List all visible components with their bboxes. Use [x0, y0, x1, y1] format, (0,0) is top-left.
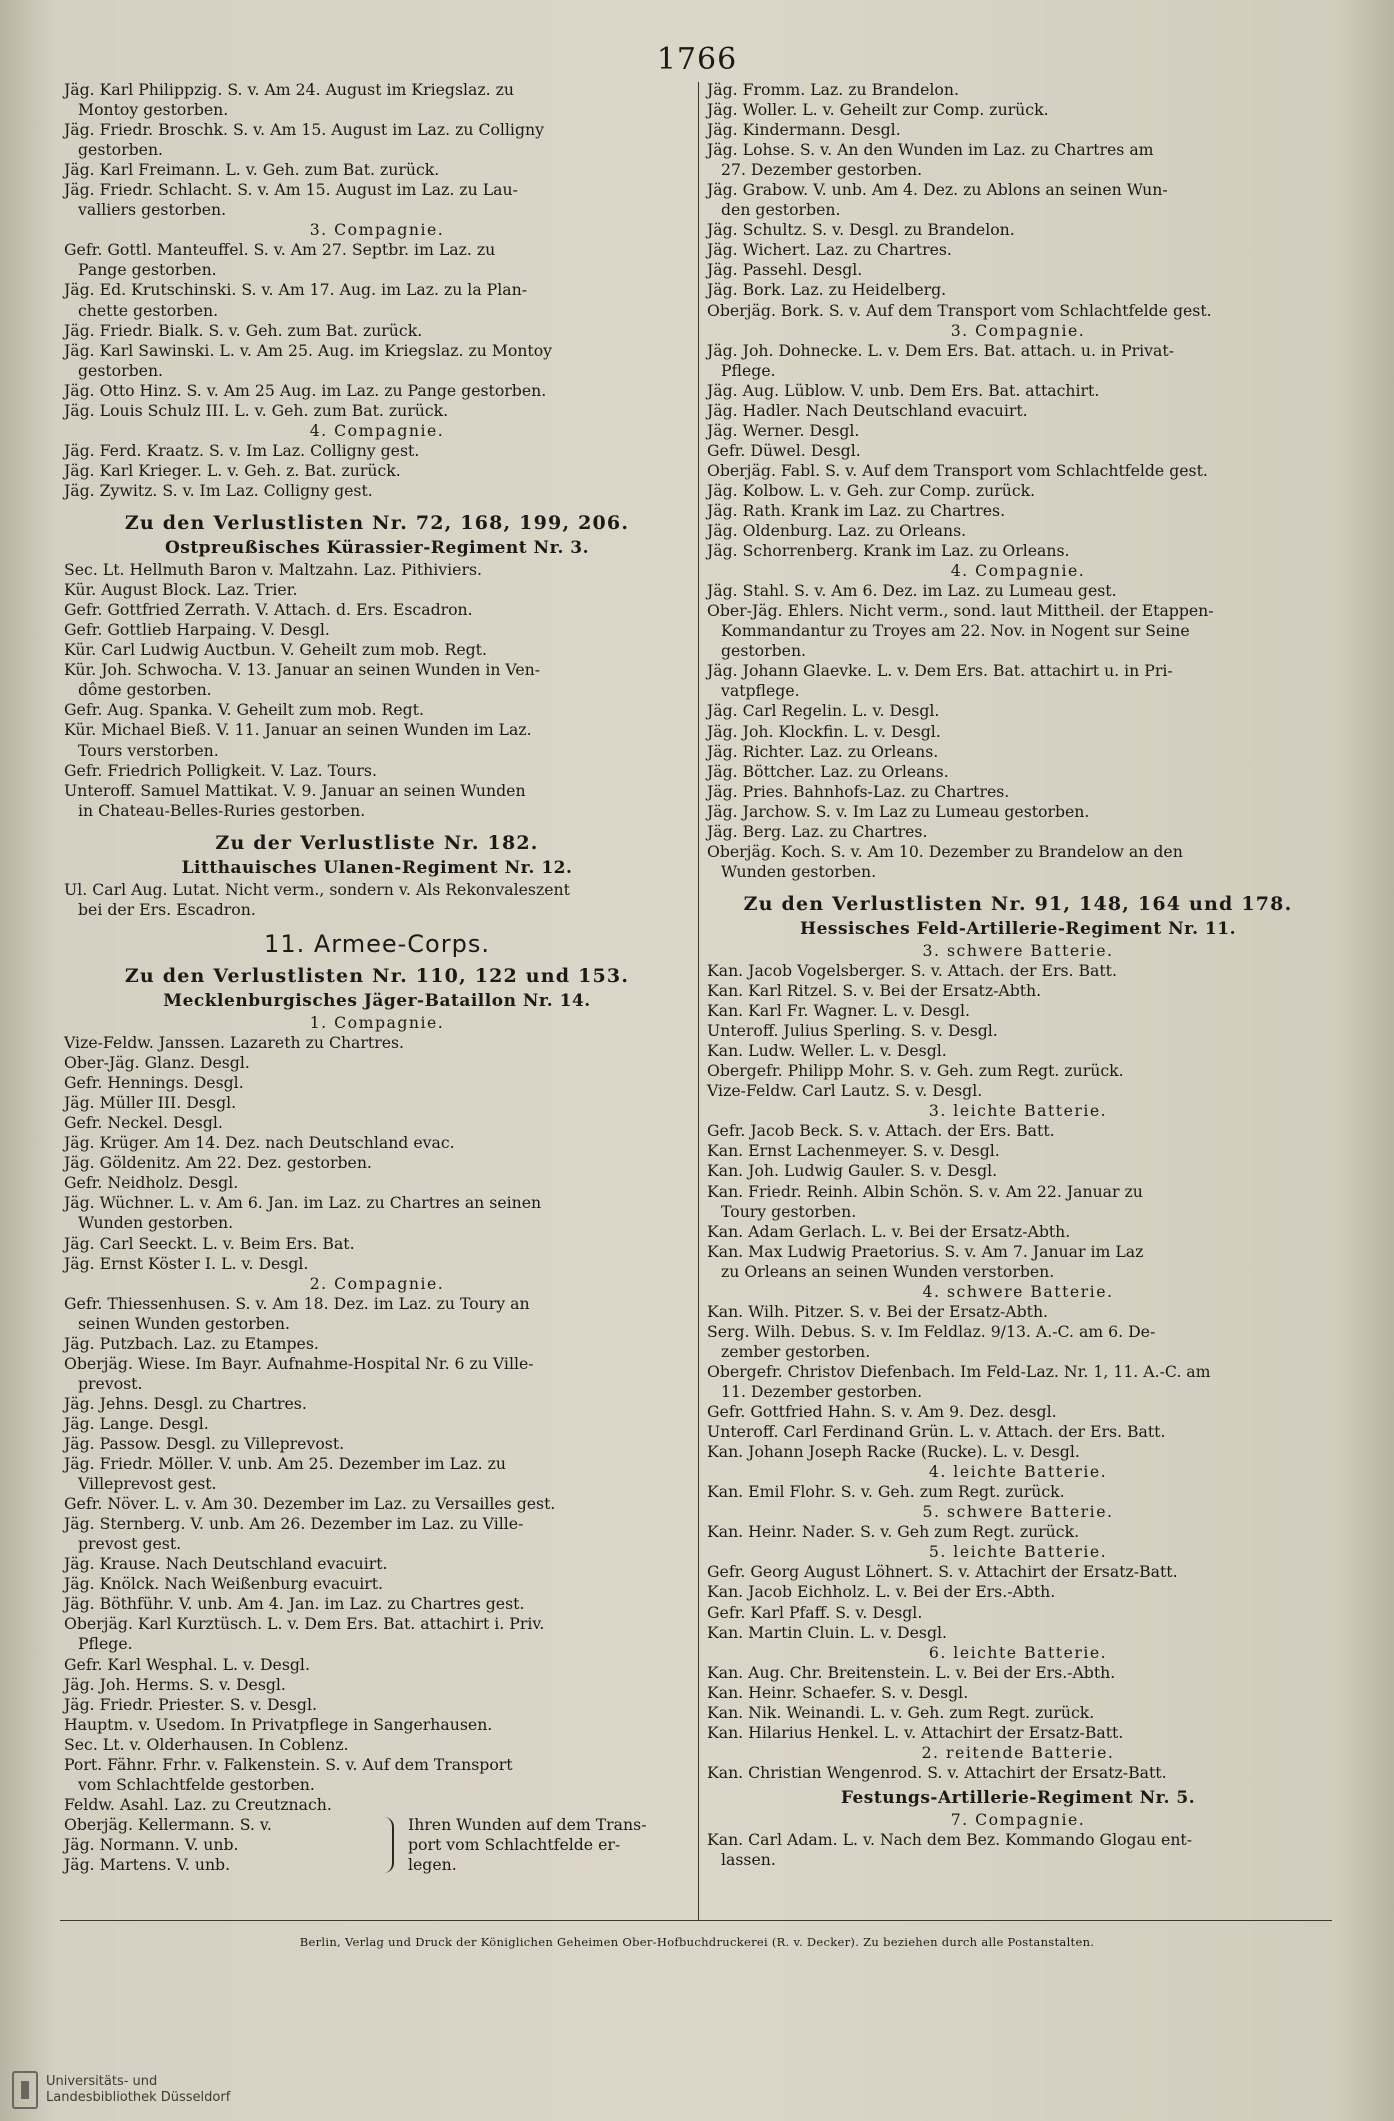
entry-continuation: zember gestorben. — [721, 1341, 871, 1361]
entry-line: Jäg. Ernst Köster I. L. v. Desgl. — [64, 1253, 309, 1273]
entry-line: Jäg. Schultz. S. v. Desgl. zu Brandelon. — [707, 220, 1015, 240]
entry-line: Gefr. Friedrich Polligkeit. V. Laz. Tours. — [64, 760, 377, 780]
entry-line: Kan. Jacob Eichholz. L. v. Bei der Ers.-Abth. — [707, 1582, 1056, 1602]
entry-line: Gefr. Georg August Löhnert. S. v. Attachirt der Ersatz-Batt. — [707, 1562, 1178, 1582]
entry-line: Kan. Joh. Ludwig Gauler. S. v. Desgl. — [707, 1161, 998, 1181]
entry-line: Serg. Wilh. Debus. S. v. Im Feldlaz. 9/13. A.-C. am 6. De- — [707, 1321, 1156, 1341]
regiment-heading: Mecklenburgisches Jäger-Bataillon Nr. 14. — [163, 990, 591, 1011]
entry-line: Jäg. Hadler. Nach Deutschland evacuirt. — [707, 400, 1028, 420]
library-name-line-2: Landesbibliothek Düsseldorf — [46, 2090, 231, 2105]
entry-line: Unteroff. Julius Sperling. S. v. Desgl. — [707, 1021, 998, 1041]
column-divider — [698, 82, 699, 1920]
right-column — [707, 80, 1329, 1870]
regiment-heading: Litthauisches Ulanen-Regiment Nr. 12. — [181, 857, 573, 878]
library-watermark — [12, 2071, 230, 2109]
company-heading: 2. Compagnie. — [309, 1273, 445, 1293]
entry-line: Jäg. Joh. Herms. S. v. Desgl. — [64, 1674, 286, 1694]
entry-continuation: seinen Wunden gestorben. — [78, 1313, 290, 1333]
entry-line: Gefr. Neidholz. Desgl. — [64, 1173, 239, 1193]
entry-line: Sec. Lt. Hellmuth Baron v. Maltzahn. Laz. Pithiviers. — [64, 560, 482, 580]
entry-line: Ober-Jäg. Glanz. Desgl. — [64, 1053, 250, 1073]
entry-continuation: Villeprevost gest. — [78, 1474, 217, 1494]
entry-continuation: 27. Dezember gestorben. — [721, 160, 923, 180]
entry-line: Jäg. Krüger. Am 14. Dez. nach Deutschland evac. — [64, 1133, 455, 1153]
entry-continuation: Kommandantur zu Troyes am 22. Nov. in Nogent sur Seine — [721, 621, 1190, 641]
entry-line: Jäg. Friedr. Priester. S. v. Desgl. — [64, 1694, 317, 1714]
entry-line: Gefr. Düwel. Desgl. — [707, 440, 861, 460]
entry-line: Jäg. Friedr. Broschk. S. v. Am 15. August im Laz. zu Colligny — [64, 120, 544, 140]
entry-line: Jäg. Karl Sawinski. L. v. Am 25. Aug. im Kriegslaz. zu Montoy — [64, 340, 553, 360]
entry-line: Kan. Christian Wengenrod. S. v. Attachirt der Ersatz-Batt. — [707, 1762, 1167, 1782]
entry-continuation: gestorben. — [721, 641, 807, 661]
entry-line: Jäg. Karl Krieger. L. v. Geh. z. Bat. zurück. — [64, 460, 401, 480]
entry-line: Jäg. Karl Philippzig. S. v. Am 24. August im Kriegslaz. zu — [64, 80, 514, 99]
entry-continuation: prevost. — [78, 1373, 143, 1393]
entry-line: Gefr. Karl Wesphal. L. v. Desgl. — [64, 1654, 310, 1674]
entry-line: Gefr. Gottfried Hahn. S. v. Am 9. Dez. desgl. — [707, 1402, 1057, 1422]
entry-line: Oberjäg. Bork. S. v. Auf dem Transport vom Schlachtfelde gest. — [707, 300, 1212, 320]
entry-line: Oberjäg. Fabl. S. v. Auf dem Transport vom Schlachtfelde gest. — [707, 460, 1208, 480]
entry-line: Hauptm. v. Usedom. In Privatpflege in Sangerhausen. — [64, 1714, 493, 1734]
entry-line: Jäg. Louis Schulz III. L. v. Geh. zum Bat. zurück. — [64, 400, 449, 420]
braced-entry-name: Oberjäg. Kellermann. S. v. — [64, 1814, 272, 1834]
verlustliste-heading: Zu den Verlustlisten Nr. 72, 168, 199, 206. — [124, 511, 630, 534]
verlustliste-heading: Zu der Verlustliste Nr. 182. — [215, 831, 539, 854]
entry-line: Gefr. Gottlieb Harpaing. V. Desgl. — [64, 620, 330, 640]
entry-line: Gefr. Karl Pfaff. S. v. Desgl. — [707, 1602, 923, 1622]
entry-line: Jäg. Otto Hinz. S. v. Am 25 Aug. im Laz. zu Pange gestorben. — [64, 380, 547, 400]
entry-continuation: gestorben. — [78, 360, 164, 380]
entry-line: Jäg. Schorrenberg. Krank im Laz. zu Orleans. — [707, 541, 1070, 561]
entry-line: Sec. Lt. v. Olderhausen. In Coblenz. — [64, 1734, 349, 1754]
company-heading: 6. leichte Batterie. — [928, 1642, 1108, 1662]
entry-line: Kan. Nik. Weinandi. L. v. Geh. zum Regt. zurück. — [707, 1702, 1095, 1722]
entry-line: Kan. Karl Fr. Wagner. L. v. Desgl. — [707, 1001, 970, 1021]
entry-line: Jäg. Krause. Nach Deutschland evacuirt. — [64, 1554, 388, 1574]
company-heading: 2. reitende Batterie. — [921, 1742, 1115, 1762]
entry-line: Jäg. Friedr. Bialk. S. v. Geh. zum Bat. zurück. — [64, 320, 423, 340]
company-heading: 5. leichte Batterie. — [928, 1542, 1108, 1562]
entry-line: Jäg. Aug. Lüblow. V. unb. Dem Ers. Bat. attachirt. — [707, 380, 1100, 400]
footer-rule — [60, 1920, 1332, 1921]
entry-line: Kan. Heinr. Nader. S. v. Geh zum Regt. zurück. — [707, 1522, 1080, 1542]
entry-line: Ober-Jäg. Ehlers. Nicht verm., sond. laut Mittheil. der Etappen- — [707, 601, 1214, 621]
entry-line: Jäg. Jehns. Desgl. zu Chartres. — [64, 1393, 307, 1413]
braced-entry-note: port vom Schlachtfelde er- — [408, 1834, 621, 1854]
entry-line: Kan. Max Ludwig Praetorius. S. v. Am 7. Januar im Laz — [707, 1241, 1144, 1261]
entry-continuation: Pflege. — [721, 360, 776, 380]
entry-line: Kür. Joh. Schwocha. V. 13. Januar an seinen Wunden in Ven- — [64, 660, 541, 680]
entry-line: Jäg. Friedr. Möller. V. unb. Am 25. Dezember im Laz. zu — [64, 1454, 506, 1474]
entry-line: Jäg. Berg. Laz. zu Chartres. — [707, 821, 928, 841]
entry-line: Kan. Karl Ritzel. S. v. Bei der Ersatz-Abth. — [707, 981, 1042, 1001]
entry-line: Jäg. Müller III. Desgl. — [64, 1093, 237, 1113]
entry-line: Jäg. Fromm. Laz. zu Brandelon. — [707, 80, 959, 99]
entry-line: Jäg. Wichert. Laz. zu Chartres. — [707, 240, 952, 260]
entry-line: Jäg. Ferd. Kraatz. S. v. Im Laz. Colligny gest. — [64, 440, 420, 460]
entry-line: Jäg. Böttcher. Laz. zu Orleans. — [707, 761, 949, 781]
entry-line: Unteroff. Samuel Mattikat. V. 9. Januar an seinen Wunden — [64, 780, 526, 800]
entry-line: Jäg. Pries. Bahnhofs-Laz. zu Chartres. — [707, 781, 1010, 801]
entry-line: Jäg. Stahl. S. v. Am 6. Dez. im Laz. zu Lumeau gest. — [707, 581, 1117, 601]
entry-line: Jäg. Oldenburg. Laz. zu Orleans. — [707, 521, 967, 541]
entry-line: Jäg. Carl Regelin. L. v. Desgl. — [707, 701, 940, 721]
entry-continuation: chette gestorben. — [78, 300, 219, 320]
entry-line: Kan. Ernst Lachenmeyer. S. v. Desgl. — [707, 1141, 1000, 1161]
braced-entry-note: legen. — [408, 1854, 457, 1874]
verlustliste-heading: Zu den Verlustlisten Nr. 91, 148, 164 und 178. — [743, 892, 1293, 915]
entry-line: Feldw. Asahl. Laz. zu Creutznach. — [64, 1794, 332, 1814]
entry-line: Jäg. Joh. Dohnecke. L. v. Dem Ers. Bat. attach. u. in Privat- — [707, 340, 1175, 360]
entry-line: Kan. Jacob Vogelsberger. S. v. Attach. der Ers. Batt. — [707, 961, 1117, 981]
braced-entry-name: Jäg. Normann. V. unb. — [64, 1834, 239, 1854]
company-heading: 7. Compagnie. — [950, 1809, 1086, 1829]
entry-line: Jäg. Rath. Krank im Laz. zu Chartres. — [707, 500, 1006, 520]
entry-line: Jäg. Johann Glaevke. L. v. Dem Ers. Bat. attachirt u. in Pri- — [707, 661, 1173, 681]
entry-line: Jäg. Werner. Desgl. — [707, 420, 860, 440]
entry-continuation: in Chateau-Belles-Ruries gestorben. — [78, 800, 366, 820]
entry-line: Vize-Feldw. Janssen. Lazareth zu Chartres. — [64, 1033, 405, 1053]
entry-line: Jäg. Kindermann. Desgl. — [707, 120, 901, 140]
company-heading: 4. schwere Batterie. — [922, 1281, 1114, 1301]
entry-line: Gefr. Gottl. Manteuffel. S. v. Am 27. Septbr. im Laz. zu — [64, 240, 496, 260]
entry-continuation: den gestorben. — [721, 200, 841, 220]
entry-line: Obergefr. Philipp Mohr. S. v. Geh. zum Regt. zurück. — [707, 1061, 1124, 1081]
entry-line: Kan. Ludw. Weller. L. v. Desgl. — [707, 1041, 947, 1061]
entry-line: Kan. Emil Flohr. S. v. Geh. zum Regt. zurück. — [707, 1482, 1065, 1502]
entry-line: Kan. Heinr. Schaefer. S. v. Desgl. — [707, 1682, 969, 1702]
entry-continuation: prevost gest. — [78, 1534, 182, 1554]
entry-line: Port. Fähnr. Frhr. v. Falkenstein. S. v. Auf dem Transport — [64, 1754, 513, 1774]
entry-line: Kan. Martin Cluin. L. v. Desgl. — [707, 1622, 948, 1642]
entry-line: Jäg. Jarchow. S. v. Im Laz zu Lumeau gestorben. — [707, 801, 1090, 821]
entry-line: Oberjäg. Wiese. Im Bayr. Aufnahme-Hospital Nr. 6 zu Ville- — [64, 1353, 534, 1373]
entry-line: Jäg. Friedr. Schlacht. S. v. Am 15. August im Laz. zu Lau- — [64, 180, 518, 200]
entry-line: Kan. Carl Adam. L. v. Nach dem Bez. Kommando Glogau ent- — [707, 1830, 1193, 1850]
library-name-line-1: Universitäts- und — [46, 2074, 158, 2089]
entry-line: Jäg. Putzbach. Laz. zu Etampes. — [64, 1333, 319, 1353]
company-heading: 3. Compagnie. — [950, 320, 1086, 340]
entry-line: Jäg. Ed. Krutschinski. S. v. Am 17. Aug. im Laz. zu la Plan- — [64, 280, 527, 300]
company-heading: 1. Compagnie. — [309, 1013, 445, 1033]
entry-line: Gefr. Jacob Beck. S. v. Attach. der Ers. Batt. — [707, 1121, 1055, 1141]
entry-continuation: Pange gestorben. — [78, 260, 217, 280]
company-heading: 3. schwere Batterie. — [922, 940, 1114, 960]
entry-continuation: Montoy gestorben. — [78, 100, 229, 120]
regiment-heading: Festungs-Artillerie-Regiment Nr. 5. — [840, 1787, 1196, 1808]
entry-line: Oberjäg. Karl Kurztüsch. L. v. Dem Ers. Bat. attachirt i. Priv. — [64, 1614, 545, 1634]
company-heading: 5. schwere Batterie. — [922, 1502, 1114, 1522]
entry-line: Vize-Feldw. Carl Lautz. S. v. Desgl. — [707, 1081, 983, 1101]
entry-continuation: valliers gestorben. — [78, 200, 227, 220]
entry-continuation: dôme gestorben. — [78, 680, 212, 700]
verlustliste-heading: Zu den Verlustlisten Nr. 110, 122 und 153. — [124, 964, 630, 987]
regiment-heading: Ostpreußisches Kürassier-Regiment Nr. 3. — [164, 538, 590, 559]
publisher-footer: Berlin, Verlag und Druck der Königlichen Geheimen Ober-Hofbuchdruckerei (R. v. Decker). Zu beziehen durch alle Postanstalten. — [299, 1935, 1095, 1949]
entry-line: Unteroff. Carl Ferdinand Grün. L. v. Attach. der Ers. Batt. — [707, 1422, 1166, 1442]
entry-line: Kan. Aug. Chr. Breitenstein. L. v. Bei der Ers.-Abth. — [707, 1662, 1116, 1682]
entry-line: Jäg. Joh. Klockfin. L. v. Desgl. — [707, 721, 941, 741]
entry-line: Gefr. Gottfried Zerrath. V. Attach. d. Ers. Escadron. — [64, 600, 473, 620]
entry-line: Gefr. Hennings. Desgl. — [64, 1073, 244, 1093]
entry-line: Jäg. Sternberg. V. unb. Am 26. Dezember im Laz. zu Ville- — [64, 1514, 524, 1534]
regiment-heading: Hessisches Feld-Artillerie-Regiment Nr. 11. — [800, 918, 1236, 939]
page-number: 1766 — [656, 42, 738, 77]
entry-line: Jäg. Passow. Desgl. zu Villeprevost. — [64, 1434, 345, 1453]
entry-line: Kan. Hilarius Henkel. L. v. Attachirt der Ersatz-Batt. — [707, 1722, 1124, 1742]
entry-line: Kan. Wilh. Pitzer. S. v. Bei der Ersatz-Abth. — [707, 1301, 1049, 1321]
entry-line: Jäg. Göldenitz. Am 22. Dez. gestorben. — [64, 1153, 372, 1173]
entry-line: Jäg. Bork. Laz. zu Heidelberg. — [707, 280, 947, 300]
entry-line: Jäg. Grabow. V. unb. Am 4. Dez. zu Ablons an seinen Wun- — [707, 180, 1168, 200]
entry-line: Gefr. Aug. Spanka. V. Geheilt zum mob. Regt. — [64, 700, 424, 720]
entry-continuation: 11. Dezember gestorben. — [721, 1382, 923, 1401]
entry-continuation: bei der Ers. Escadron. — [78, 899, 256, 919]
entry-line: Jäg. Zywitz. S. v. Im Laz. Colligny gest. — [64, 480, 373, 500]
entry-line: Jäg. Böthführ. V. unb. Am 4. Jan. im Laz. zu Chartres gest. — [64, 1594, 525, 1614]
entry-line: Ul. Carl Aug. Lutat. Nicht verm., sondern v. Als Rekonvaleszent — [64, 879, 570, 899]
entry-line: Oberjäg. Koch. S. v. Am 10. Dezember zu Brandelow an den — [707, 841, 1183, 861]
entry-line: Kür. August Block. Laz. Trier. — [64, 580, 298, 600]
company-heading: 3. leichte Batterie. — [928, 1101, 1108, 1121]
braced-entries — [64, 1815, 690, 1875]
entry-line: Kan. Adam Gerlach. L. v. Bei der Ersatz-Abth. — [707, 1221, 1071, 1241]
corps-heading: 11. Armee-Corps. — [264, 929, 490, 958]
braced-entry-name: Jäg. Martens. V. unb. — [64, 1854, 231, 1874]
entry-continuation: gestorben. — [78, 140, 164, 160]
entry-line: Kür. Michael Bieß. V. 11. Januar an seinen Wunden im Laz. — [64, 720, 532, 740]
company-heading: 4. leichte Batterie. — [928, 1462, 1108, 1482]
entry-line: Kan. Johann Joseph Racke (Rucke). L. v. Desgl. — [707, 1442, 1080, 1462]
entry-continuation: zu Orleans an seinen Wunden verstorben. — [721, 1261, 1055, 1281]
entry-line: Kan. Friedr. Reinh. Albin Schön. S. v. Am 22. Januar zu — [707, 1181, 1143, 1201]
entry-continuation: Pflege. — [78, 1634, 133, 1654]
entry-continuation: vatpflege. — [721, 681, 800, 701]
company-heading: 3. Compagnie. — [309, 220, 445, 240]
company-heading: 4. Compagnie. — [950, 561, 1086, 581]
entry-line: Kür. Carl Ludwig Auctbun. V. Geheilt zum mob. Regt. — [64, 640, 487, 660]
entry-line: Jäg. Kolbow. L. v. Geh. zur Comp. zurück. — [707, 480, 1036, 500]
entry-line: Jäg. Lange. Desgl. — [64, 1413, 209, 1433]
entry-continuation: lassen. — [721, 1850, 776, 1870]
company-heading: 4. Compagnie. — [309, 420, 445, 440]
entry-line: Gefr. Thiessenhusen. S. v. Am 18. Dez. im Laz. zu Toury an — [64, 1293, 530, 1313]
left-column — [64, 80, 690, 1875]
entry-continuation: Toury gestorben. — [721, 1201, 857, 1221]
entry-line: Jäg. Karl Freimann. L. v. Geh. zum Bat. zurück. — [64, 160, 440, 180]
entry-line: Gefr. Neckel. Desgl. — [64, 1113, 223, 1133]
entry-continuation: Tours verstorben. — [78, 740, 219, 760]
library-logo-icon — [12, 2071, 38, 2109]
entry-line: Obergefr. Christov Diefenbach. Im Feld-Laz. Nr. 1, 11. A.-C. am — [707, 1361, 1211, 1381]
entry-line: Jäg. Richter. Laz. zu Orleans. — [707, 741, 939, 761]
entry-line: Jäg. Wüchner. L. v. Am 6. Jan. im Laz. zu Chartres an seinen — [64, 1193, 542, 1213]
entry-line: Jäg. Carl Seeckt. L. v. Beim Ers. Bat. — [64, 1233, 355, 1253]
entry-continuation: vom Schlachtfelde gestorben. — [78, 1774, 315, 1794]
entry-line: Jäg. Lohse. S. v. An den Wunden im Laz. zu Chartres am — [707, 140, 1154, 160]
entry-continuation: Wunden gestorben. — [721, 861, 877, 881]
entry-line: Jäg. Woller. L. v. Geheilt zur Comp. zurück. — [707, 100, 1049, 120]
entry-line: Gefr. Növer. L. v. Am 30. Dezember im Laz. zu Versailles gest. — [64, 1494, 556, 1514]
curly-brace-icon — [374, 1817, 394, 1873]
entry-line: Jäg. Passehl. Desgl. — [707, 260, 863, 280]
entry-continuation: Wunden gestorben. — [78, 1213, 234, 1233]
entry-line: Jäg. Knölck. Nach Weißenburg evacuirt. — [64, 1574, 384, 1594]
braced-entry-note: Ihren Wunden auf dem Trans- — [408, 1814, 647, 1834]
